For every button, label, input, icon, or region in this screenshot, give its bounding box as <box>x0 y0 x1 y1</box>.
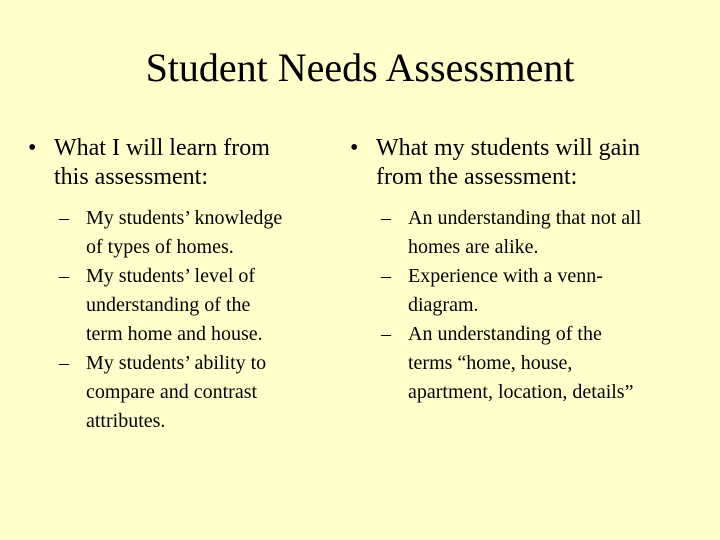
right-item-3-line-1: An understanding of the <box>408 323 602 345</box>
left-heading <box>28 134 333 192</box>
right-heading-line-1: What my students will gain <box>376 135 640 161</box>
right-item-1-line-1: An understanding that not all <box>408 207 642 229</box>
left-item-3-line-3: attributes. <box>86 410 166 432</box>
bullet-icon: • <box>350 135 359 161</box>
right-sublist <box>350 204 695 407</box>
left-item-1 <box>59 204 333 262</box>
left-heading-line-1: What I will learn from <box>54 135 270 161</box>
left-item-2-line-1: My students’ level of <box>86 265 256 287</box>
left-heading-line-2: this assessment: <box>54 164 208 190</box>
right-column <box>350 134 695 407</box>
left-sublist <box>28 204 333 436</box>
right-item-3-line-3: apartment, location, details” <box>408 381 634 403</box>
right-item-1-line-2: homes are alike. <box>408 236 539 258</box>
dash-icon: – <box>381 265 391 287</box>
left-item-2 <box>59 262 333 349</box>
dash-icon: – <box>381 207 391 229</box>
right-heading-line-2: from the assessment: <box>376 164 578 190</box>
left-item-3 <box>59 349 333 436</box>
right-item-1 <box>381 204 695 262</box>
bullet-icon: • <box>28 135 37 161</box>
left-column <box>28 134 333 436</box>
left-item-1-line-1: My students’ knowledge <box>86 207 283 229</box>
right-item-2 <box>381 262 695 320</box>
left-item-3-line-2: compare and contrast <box>86 381 258 403</box>
left-item-2-line-2: understanding of the <box>86 294 251 316</box>
right-item-3 <box>381 320 695 407</box>
left-item-3-line-1: My students’ ability to <box>86 352 267 374</box>
dash-icon: – <box>59 207 69 229</box>
slide-title: Student Needs Assessment <box>145 45 575 90</box>
left-item-2-line-3: term home and house. <box>86 323 263 345</box>
dash-icon: – <box>59 352 69 374</box>
right-item-3-line-2: terms “home, house, <box>408 352 573 374</box>
dash-icon: – <box>59 265 69 287</box>
dash-icon: – <box>381 323 391 345</box>
right-item-2-line-2: diagram. <box>408 294 479 316</box>
left-item-1-line-2: of types of homes. <box>86 236 234 258</box>
right-heading <box>350 134 695 192</box>
right-item-2-line-1: Experience with a venn- <box>408 265 603 287</box>
